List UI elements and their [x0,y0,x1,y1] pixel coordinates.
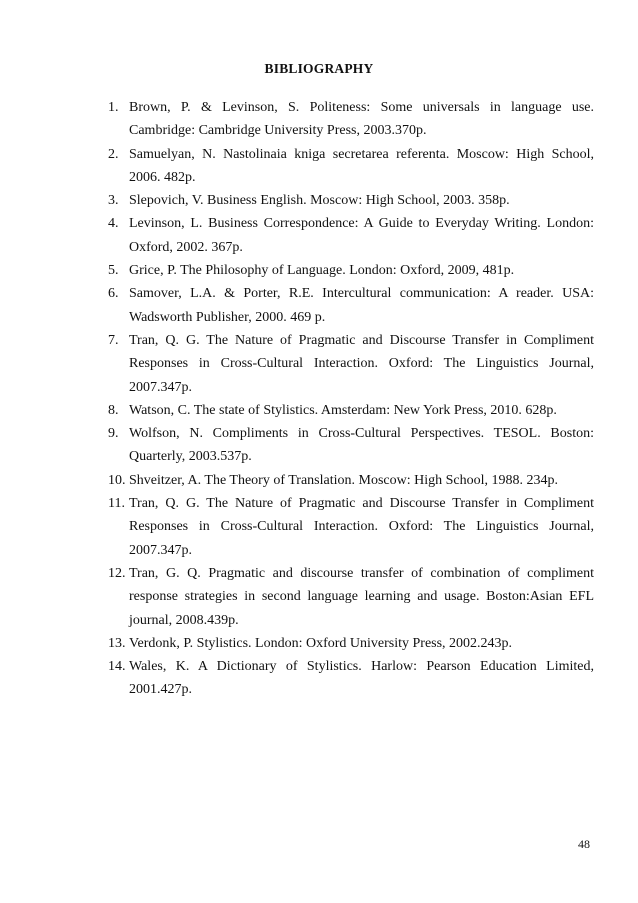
entry-text: Samover, L.A. & Porter, R.E. Intercultural communication: A reader. USA: Wadsworth Publisher, 2000. 469 p. [129,286,594,325]
bibliography-entry [108,492,594,562]
bibliography-entry [108,469,594,492]
entry-text: Brown, P. & Levinson, S. Politeness: Some universals in language use. Cambridge: Cambridge University Press, 2003.370p. [129,100,594,139]
entry-text: Grice, P. The Philosophy of Language. London: Oxford, 2009, 481p. [129,263,515,279]
bibliography-entry [108,562,594,632]
bibliography-entry [108,143,594,190]
bibliography-entry [108,189,594,212]
bibliography-entry [108,282,594,329]
page-title: BIBLIOGRAPHY [264,61,374,76]
bibliography-entry [108,632,594,655]
entry-text: Shveitzer, A. The Theory of Translation. Moscow: High School, 1988. 234p. [129,472,559,488]
bibliography-entry [108,655,594,702]
bibliography-entry [108,399,594,422]
entry-number: 9. [108,426,119,442]
page-number: 48 [578,837,590,851]
entry-text: Wales, K. A Dictionary of Stylistics. Harlow: Pearson Education Limited, 2001.427p. [129,659,594,698]
entry-number: 13. [108,635,126,651]
entry-text: Samuelyan, N. Nastolinaia kniga secretarea referenta. Moscow: High School, 2006. 482p. [129,146,594,185]
entry-number: 12. [108,565,126,581]
entry-text: Tran, Q. G. The Nature of Pragmatic and Discourse Transfer in Compliment Responses in Cross-Cultural Interaction. Oxford: The Linguistics Journal, 2007.347p. [129,496,594,558]
entry-number: 14. [108,659,126,675]
entry-text: Watson, C. The state of Stylistics. Amsterdam: New York Press, 2010. 628p. [129,402,557,418]
entry-number: 7. [108,332,119,348]
entry-text: Tran, Q. G. The Nature of Pragmatic and Discourse Transfer in Compliment Responses in Cross-Cultural Interaction. Oxford: The Linguistics Journal, 2007.347p. [129,332,594,395]
entry-number: 5. [108,263,119,279]
entry-number: 8. [108,402,119,418]
bibliography-entry [108,212,594,259]
entry-number: 11. [108,496,125,512]
entry-text: Wolfson, N. Compliments in Cross-Cultural Perspectives. TESOL. Boston: Quarterly, 2003.537p. [129,426,594,465]
entry-number: 3. [108,193,119,209]
entry-text: Levinson, L. Business Correspondence: A Guide to Everyday Writing. London: Oxford, 2002. 367p. [129,216,594,255]
entry-text: Verdonk, P. Stylistics. London: Oxford University Press, 2002.243p. [129,635,513,651]
bibliography-entry [108,259,594,282]
entry-number: 6. [108,286,119,302]
entry-number: 4. [108,216,119,232]
entry-text: Tran, G. Q. Pragmatic and discourse transfer of combination of compliment response strategies in second language learning and usage. Boston:Asian EFL journal, 2008.439p. [129,565,594,628]
entry-number: 10. [108,472,126,488]
bibliography-entry [108,329,594,399]
bibliography-entry [108,96,594,143]
entry-number: 2. [108,146,119,162]
entry-number: 1. [108,100,119,115]
entry-text: Slepovich, V. Business English. Moscow: High School, 2003. 358p. [129,193,510,209]
bibliography-entry [108,422,594,469]
bibliography-list [108,96,594,702]
